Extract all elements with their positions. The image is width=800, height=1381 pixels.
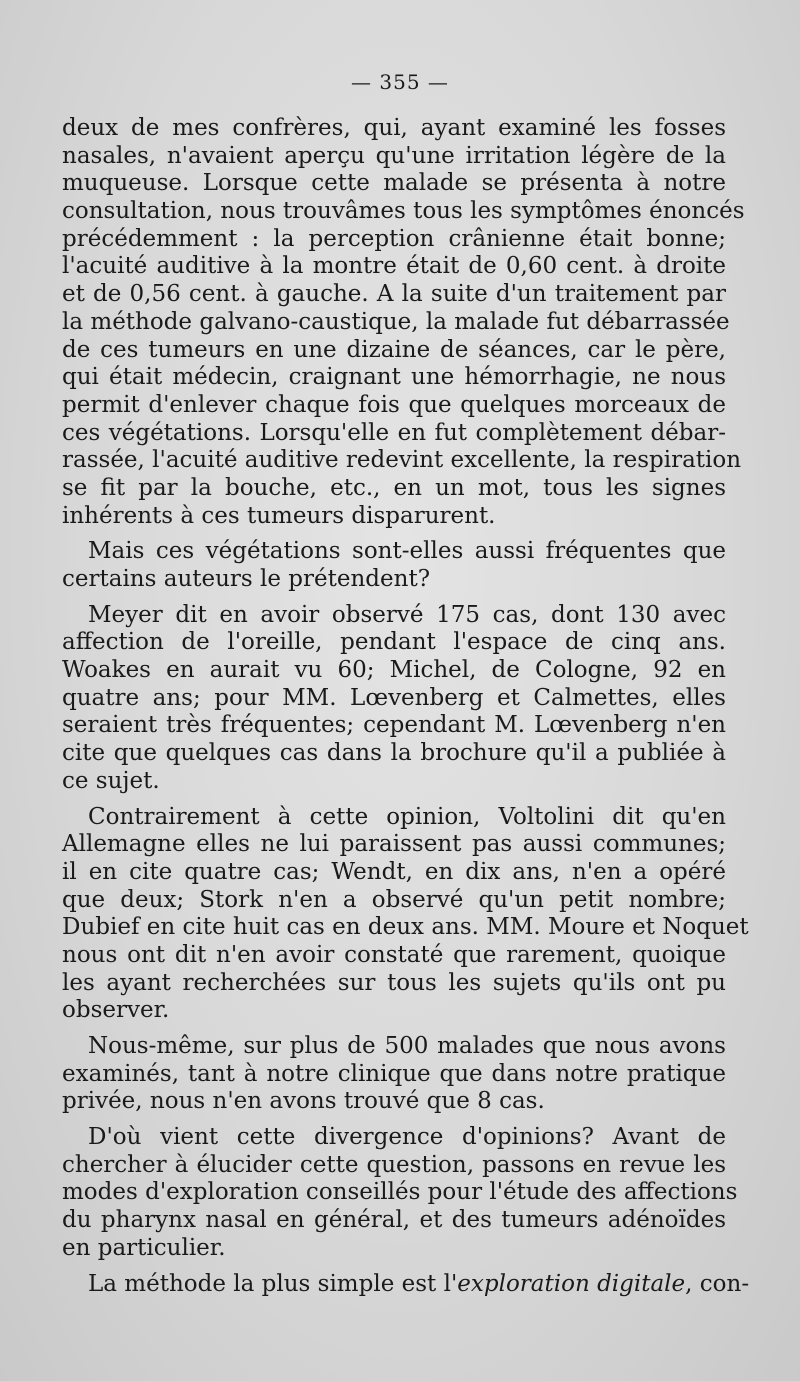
text-line: affection de l'oreille, pendant l'espace de cinq ans. bbox=[62, 629, 726, 656]
text-line: ces végétations. Lorsqu'elle en fut complètement débar- bbox=[62, 419, 726, 446]
text-line: Woakes en aurait vu 60; Michel, de Cologne, 92 en bbox=[62, 657, 726, 684]
text-line: que deux; Stork n'en a observé qu'un petit nombre; bbox=[62, 886, 726, 913]
paragraph bbox=[62, 602, 726, 796]
text-line: quatre ans; pour MM. Lœvenberg et Calmettes, elles bbox=[62, 684, 726, 711]
text-line: privée, nous n'en avons trouvé que 8 cas. bbox=[62, 1088, 545, 1115]
text-line: nous ont dit n'en avoir constaté que rarement, quoique bbox=[62, 941, 726, 968]
paragraph bbox=[62, 538, 726, 593]
text-line: deux de mes confrères, qui, ayant examiné les fosses bbox=[62, 115, 726, 141]
text-line: précédemment : la perception crânienne était bonne; bbox=[62, 225, 726, 252]
body-text bbox=[62, 115, 750, 1298]
text-line: de ces tumeurs en une dizaine de séances, car le père, bbox=[62, 336, 726, 363]
text-line: ce sujet. bbox=[62, 767, 160, 794]
text-line: Nous-même, sur plus de 500 malades que nous avons bbox=[88, 1033, 726, 1059]
final-line-text: La méthode la plus simple est l' bbox=[88, 1270, 458, 1297]
text-line: examinés, tant à notre clinique que dans notre pratique bbox=[62, 1060, 726, 1087]
final-line-italic: exploration digitale bbox=[457, 1270, 686, 1297]
text-line: D'où vient cette divergence d'opinions? Avant de bbox=[88, 1124, 726, 1151]
text-line: certains auteurs le prétendent? bbox=[62, 566, 431, 592]
page-number: — 355 — bbox=[351, 70, 449, 94]
text-line: Mais ces végétations sont-elles aussi fréquentes que bbox=[88, 538, 726, 565]
text-line: muqueuse. Lorsque cette malade se présenta à notre bbox=[62, 170, 726, 197]
text-line: inhérents à ces tumeurs disparurent. bbox=[62, 502, 496, 529]
text-line: Dubief en cite huit cas en deux ans. MM. Moure et Noquet bbox=[62, 914, 749, 941]
text-line: et de 0,56 cent. à gauche. A la suite d'un traitement par bbox=[62, 281, 726, 308]
paragraph bbox=[62, 803, 749, 1026]
text-line: se fit par la bouche, etc., en un mot, tous les signes bbox=[62, 474, 726, 501]
text-line: chercher à élucider cette question, passons en revue les bbox=[62, 1151, 726, 1178]
text-line: modes d'exploration conseillés pour l'étude des affections bbox=[62, 1179, 738, 1206]
text-line: seraient très fréquentes; cependant M. Lœvenberg n'en bbox=[62, 712, 726, 739]
final-line-end: , con- bbox=[685, 1270, 750, 1297]
text-line: qui était médecin, craignant une hémorrhagie, ne nous bbox=[62, 364, 726, 391]
text-line: cite que quelques cas dans la brochure qu'il a publiée à bbox=[62, 740, 726, 767]
text-line: Contrairement à cette opinion, Voltolini dit qu'en bbox=[88, 803, 726, 830]
paragraph bbox=[62, 1124, 738, 1262]
text-line: du pharynx nasal en général, et des tumeurs adénoïdes bbox=[62, 1207, 726, 1234]
text-line: permit d'enlever chaque fois que quelques morceaux de bbox=[62, 391, 726, 418]
text-line: il en cite quatre cas; Wendt, en dix ans, n'en a opéré bbox=[62, 858, 726, 885]
paragraph bbox=[62, 1033, 726, 1116]
text-line: nasales, n'avaient aperçu qu'une irritation légère de la bbox=[62, 142, 726, 169]
text-line: l'acuité auditive à la montre était de 0,60 cent. à droite bbox=[62, 253, 726, 280]
text-line: les ayant recherchées sur tous les sujets qu'ils ont pu bbox=[62, 969, 726, 996]
final-line bbox=[62, 1270, 750, 1299]
text-line: Meyer dit en avoir observé 175 cas, dont 130 avec bbox=[88, 601, 726, 628]
text-line: observer. bbox=[62, 997, 170, 1024]
text-line: consultation, nous trouvâmes tous les symptômes énoncés bbox=[62, 198, 745, 225]
paragraph bbox=[62, 115, 745, 530]
text-line: la méthode galvano-caustique, la malade fut débarrassée bbox=[62, 308, 730, 335]
text-line: Allemagne elles ne lui paraissent pas aussi communes; bbox=[62, 831, 726, 858]
text-line: en particulier. bbox=[62, 1234, 226, 1261]
text-line: rassée, l'acuité auditive redevint excellente, la respiration bbox=[62, 447, 742, 474]
